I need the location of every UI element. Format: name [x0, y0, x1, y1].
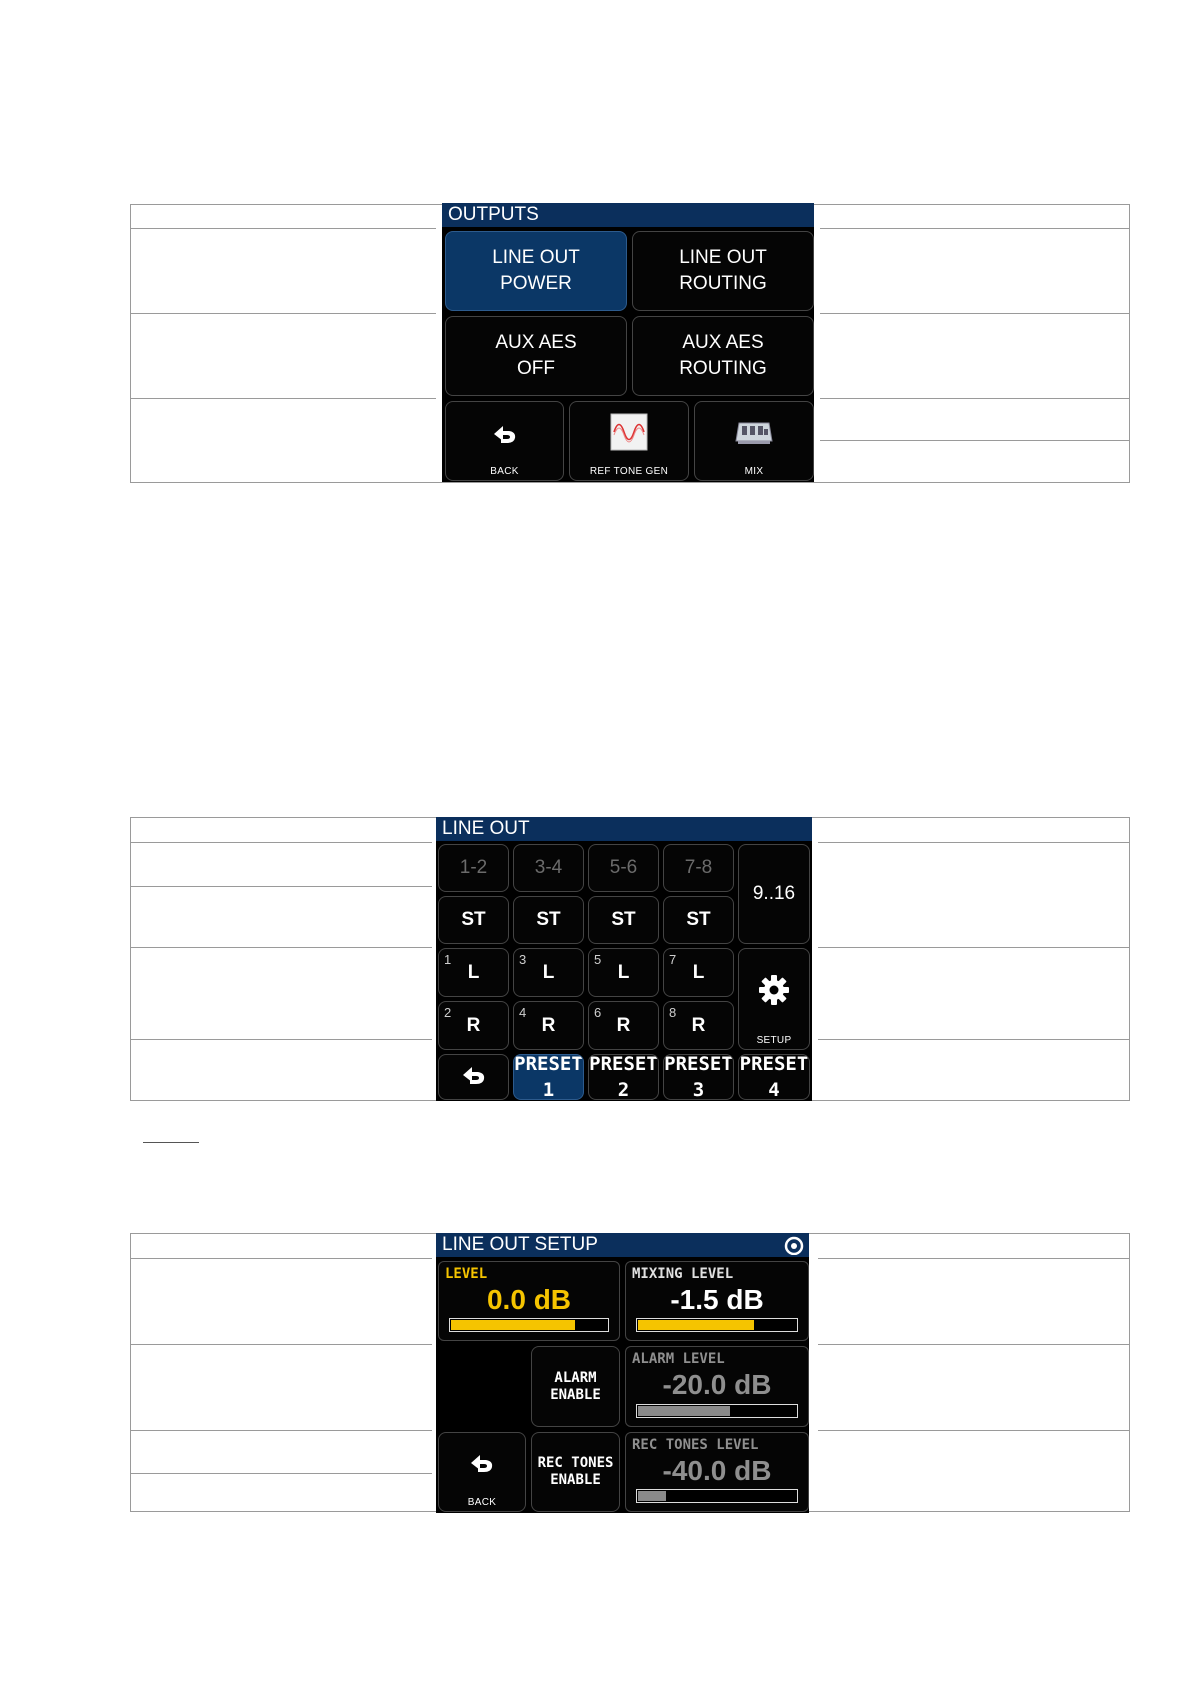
button-label: ST — [536, 909, 561, 930]
table-divider — [818, 1039, 1130, 1040]
rec-tones-level-track — [636, 1489, 798, 1503]
button-label: ENABLE — [550, 1472, 601, 1488]
table-divider — [130, 886, 432, 887]
right-channel-button-8[interactable] — [663, 1001, 734, 1050]
back-button[interactable] — [438, 1054, 509, 1100]
table-divider — [818, 947, 1130, 948]
line-out-screen — [436, 817, 812, 1101]
right-channel-button-4[interactable] — [513, 1001, 584, 1050]
pair-button-3-4[interactable] — [513, 844, 584, 892]
stereo-button-1[interactable] — [438, 896, 509, 944]
back-caption: BACK — [490, 466, 519, 477]
pair-button-5-6[interactable] — [588, 844, 659, 892]
left-channel-button-1[interactable] — [438, 948, 509, 997]
rec-tones-level-label: REC TONES LEVEL — [632, 1437, 759, 1453]
pair-button-1-2[interactable] — [438, 844, 509, 892]
button-label: REC TONES — [537, 1455, 614, 1471]
button-label: ST — [611, 909, 636, 930]
button-label: ENABLE — [550, 1386, 601, 1403]
mixing-level-label: MIXING LEVEL — [632, 1266, 734, 1282]
screen-title: OUTPUTS — [442, 203, 814, 227]
stereo-button-2[interactable] — [513, 896, 584, 944]
button-label: 2 — [617, 1079, 630, 1100]
level-value: 0.0 dB — [486, 1284, 572, 1315]
button-label: R — [466, 1014, 481, 1036]
button-label: 3-4 — [534, 857, 563, 878]
mixing-level-track — [636, 1318, 798, 1332]
button-label: 3 — [692, 1079, 705, 1100]
button-label: 1 — [542, 1079, 555, 1100]
table-divider — [130, 1473, 432, 1474]
channel-number: 2 — [444, 1005, 452, 1020]
mixing-level-value: -1.5 dB — [670, 1284, 764, 1315]
button-label: ALARM — [554, 1369, 597, 1386]
channel-number: 3 — [519, 952, 527, 967]
table-divider — [820, 228, 1130, 229]
range-9-16-button[interactable] — [738, 844, 810, 944]
mixing-level-meter[interactable] — [625, 1261, 809, 1341]
rec-tones-level-meter[interactable] — [625, 1432, 809, 1512]
channel-number: 6 — [594, 1005, 602, 1020]
sine-wave-icon — [610, 413, 648, 456]
level-fill — [451, 1320, 575, 1330]
button-label: R — [616, 1014, 631, 1036]
button-label: L — [692, 961, 705, 983]
right-channel-button-2[interactable] — [438, 1001, 509, 1050]
screen-title: LINE OUT — [436, 817, 812, 841]
setup-caption: SETUP — [756, 1035, 792, 1046]
aux-aes-off-button[interactable] — [445, 316, 627, 396]
tone-caption: REF TONE GEN — [589, 466, 669, 477]
button-label: L — [542, 961, 555, 983]
button-label: R — [541, 1014, 556, 1036]
left-channel-button-3[interactable] — [513, 948, 584, 997]
preset-button-4[interactable] — [738, 1054, 810, 1100]
table-divider — [130, 1039, 432, 1040]
table-divider — [130, 1344, 432, 1345]
outputs-screen — [442, 203, 814, 482]
table-divider — [820, 398, 1130, 399]
preset-button-2[interactable] — [588, 1054, 659, 1100]
button-label: PRESET — [589, 1054, 658, 1075]
table-divider — [130, 842, 432, 843]
back-arrow-icon — [460, 1062, 488, 1093]
button-label: PRESET — [664, 1054, 733, 1075]
screen-title — [436, 1233, 809, 1257]
line-out-routing-button[interactable] — [632, 231, 814, 311]
table-divider — [818, 1258, 1130, 1259]
table-divider — [818, 1430, 1130, 1431]
setup-button[interactable] — [738, 948, 810, 1050]
alarm-level-fill — [638, 1406, 730, 1416]
button-label: 5-6 — [609, 857, 638, 878]
button-label: AUX AES — [682, 332, 764, 353]
button-label: L — [617, 961, 630, 983]
line-out-setup-screen — [436, 1233, 809, 1513]
button-label: OFF — [517, 358, 555, 379]
ref-tone-gen-button[interactable] — [569, 401, 689, 481]
table-divider — [130, 228, 436, 229]
aux-aes-routing-button[interactable] — [632, 316, 814, 396]
back-button[interactable] — [445, 401, 564, 481]
back-arrow-icon — [468, 1450, 496, 1481]
back-button[interactable] — [438, 1432, 526, 1512]
back-caption: BACK — [467, 1497, 497, 1508]
table-divider — [130, 398, 436, 399]
table-divider — [130, 1430, 432, 1431]
screen-title-text: LINE OUT SETUP — [442, 1234, 598, 1255]
mix-caption: MIX — [744, 466, 764, 477]
button-label: LINE OUT — [679, 247, 767, 268]
table-divider — [130, 947, 432, 948]
alarm-level-meter[interactable] — [625, 1346, 809, 1427]
level-track — [449, 1318, 609, 1332]
pair-button-7-8[interactable] — [663, 844, 734, 892]
button-label: ST — [461, 909, 486, 930]
alarm-enable-button[interactable] — [531, 1346, 620, 1427]
button-label: ROUTING — [679, 273, 767, 294]
table-divider — [130, 1258, 432, 1259]
button-label: ROUTING — [679, 358, 767, 379]
channel-number: 7 — [669, 952, 677, 967]
channel-number: 8 — [669, 1005, 677, 1020]
button-label: R — [691, 1014, 706, 1036]
level-label: LEVEL — [445, 1266, 488, 1282]
alarm-level-track — [636, 1404, 798, 1418]
button-label: 9..16 — [752, 883, 796, 904]
gear-icon — [757, 973, 791, 1012]
channel-number: 4 — [519, 1005, 527, 1020]
button-label: LINE OUT — [492, 247, 580, 268]
preset-button-1[interactable] — [513, 1054, 584, 1100]
alarm-level-value: -20.0 dB — [662, 1369, 772, 1400]
left-channel-button-7[interactable] — [663, 948, 734, 997]
button-label: L — [467, 961, 480, 983]
button-label: ST — [686, 909, 711, 930]
alarm-level-label: ALARM LEVEL — [632, 1351, 725, 1367]
preset-button-3[interactable] — [663, 1054, 734, 1100]
stereo-button-4[interactable] — [663, 896, 734, 944]
right-channel-button-6[interactable] — [588, 1001, 659, 1050]
back-arrow-icon — [491, 421, 519, 447]
table-divider — [820, 440, 1130, 441]
rec-tones-enable-button[interactable] — [531, 1432, 620, 1512]
table-divider — [820, 313, 1130, 314]
channel-number: 5 — [594, 952, 602, 967]
rec-tones-level-fill — [638, 1491, 666, 1501]
button-label: AUX AES — [495, 332, 577, 353]
mix-button[interactable] — [694, 401, 814, 481]
settings-ring-icon[interactable] — [783, 1235, 805, 1262]
left-channel-button-5[interactable] — [588, 948, 659, 997]
table-divider — [818, 1344, 1130, 1345]
table-divider — [818, 842, 1130, 843]
button-label: 4 — [768, 1079, 780, 1100]
table-divider — [130, 313, 436, 314]
line-out-power-button[interactable] — [445, 231, 627, 311]
button-label: PRESET — [514, 1054, 583, 1075]
button-label: POWER — [500, 273, 572, 294]
button-label: PRESET — [739, 1054, 809, 1075]
mixer-icon — [735, 417, 773, 452]
level-meter[interactable] — [438, 1261, 620, 1341]
channel-number: 1 — [444, 952, 452, 967]
button-label: 7-8 — [684, 857, 713, 878]
rec-tones-level-value: -40.0 dB — [662, 1455, 772, 1486]
stereo-button-3[interactable] — [588, 896, 659, 944]
note-underline — [143, 1142, 199, 1143]
mixing-level-fill — [638, 1320, 754, 1330]
button-label: 1-2 — [459, 857, 488, 878]
